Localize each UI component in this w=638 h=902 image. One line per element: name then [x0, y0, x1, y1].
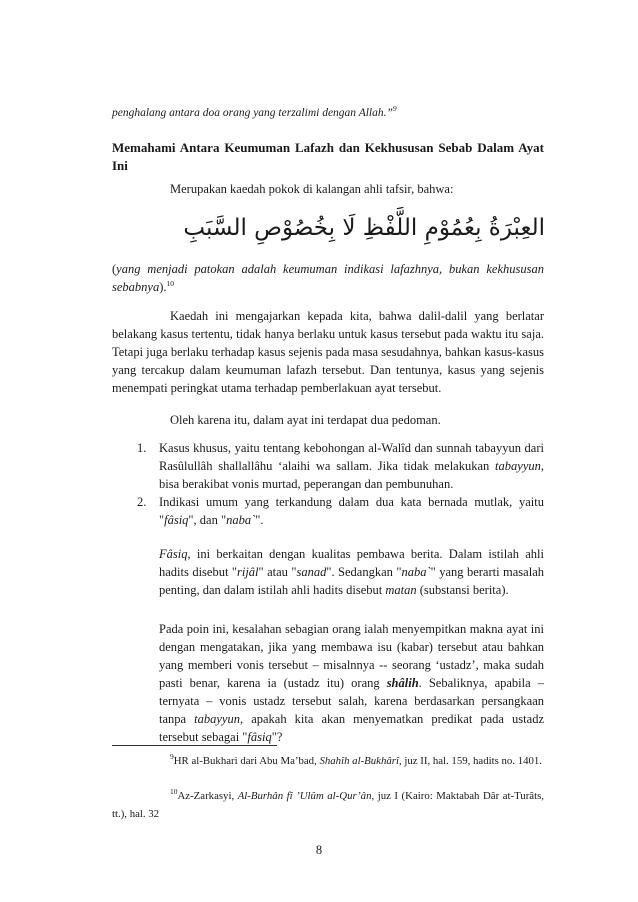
fasiq-text-4: " yang berarti masalah penting, dan dalam istilah ahli hadits disebut	[159, 565, 544, 597]
list-item-2-em-fasiq: fâsiq	[164, 513, 189, 527]
rijal-term: rijâl	[237, 565, 259, 579]
tabayyun-term: tabayyun	[194, 712, 240, 726]
shalih-term: shâlih	[386, 676, 419, 690]
list-item-1-text-b: , bisa berakibat vonis murtad, peperangan dan pembunuhan.	[159, 459, 544, 491]
poin-text-2: . Sebaliknya, apabila – ternyata – vonis ustadz tersebut salah, karena berdasarkan persangkaan tanpa	[159, 676, 544, 726]
list-item-2-text-a: Indikasi umum yang terkandung dalam dua kata bernada mutlak, yaitu "	[159, 495, 544, 527]
footnote-ref-9: 9	[392, 104, 397, 113]
footnote-10-text-2: , juz I (Kairo: Maktabah Dâr at-Turâts, tt.), hal. 32	[112, 790, 544, 820]
list-item	[112, 439, 544, 493]
list-item-2-em-naba: naba`	[226, 513, 256, 527]
poin-text-3: , apakah kita akan menyematkan predikat pada ustadz tersebut sebagai "	[159, 712, 544, 744]
paragraph-fasiq	[159, 545, 544, 599]
translation-close: ).	[159, 280, 167, 294]
footnote-10-text-1: Az-Zarkasyi,	[177, 790, 238, 802]
list-item-1-text-a: Kasus khusus, yaitu tentang kebohongan al-Walîd dan sunnah tabayyun dari Rasûlullâh shallallâhu ‘alaihi wa sallam. Jika tidak melakukan	[159, 441, 544, 473]
intro-sentence: Merupakan kaedah pokok di kalangan ahli tafsir, bahwa:	[170, 182, 454, 196]
footnote-10-number: 10	[170, 787, 178, 796]
fasiq-term: Fâsiq	[159, 547, 188, 561]
list-item-number: 2.	[137, 495, 147, 509]
fasiq-text-3: ". Sedangkan "	[326, 565, 402, 579]
list-item-number: 1.	[137, 441, 147, 455]
paragraph-poin	[159, 620, 544, 746]
intro-line	[112, 104, 544, 122]
translation-paragraph	[112, 260, 544, 296]
list-item-2-text-c: ".	[255, 513, 264, 527]
poin-text-1: Pada poin ini, kesalahan sebagian orang ialah menyempitkan makna ayat ini dengan mengatakan, jika yang membawa isu (kabar) tersebut atau bahkan yang memberi vonis tersebut – misalnnya -- seorang ‘ustadz’, maka sudah pasti benar, karena ia (ustadz itu) orang	[159, 622, 544, 690]
translation-open: (	[112, 262, 117, 276]
poin-text-4: "?	[271, 730, 283, 744]
footnote-10-book-title: Al-Burhân fî ’Ulûm al-Qur’ân	[237, 790, 372, 802]
matan-term: matan	[385, 583, 417, 597]
footnote-9	[112, 752, 544, 770]
list-item-1-em: tabayyun	[495, 459, 541, 473]
sanad-term: sanad	[296, 565, 327, 579]
footnote-9-book-title: Shahîh al-Bukhârî	[319, 755, 399, 767]
fasiq-text-2: " atau "	[258, 565, 297, 579]
fasiq-term-2: fâsiq	[247, 730, 272, 744]
fasiq-text-1: , ini berkaitan dengan kualitas pembawa berita. Dalam istilah ahli hadits disebut "	[159, 547, 544, 579]
footnote-divider	[112, 745, 277, 746]
footnote-9-text-2: , juz II, hal. 159, hadits no. 1401.	[398, 755, 543, 767]
section-heading: Memahami Antara Keumuman Lafazh dan Kekhususan Sebab Dalam Ayat Ini	[112, 140, 544, 173]
translation-text: yang menjadi patokan adalah keumuman indikasi lafazhnya, bukan kekhususan sebabnya	[112, 262, 544, 294]
list-item-text	[159, 493, 544, 529]
list-item-2-text-b: ", dan "	[188, 513, 227, 527]
footnote-ref-10: 10	[166, 279, 175, 288]
fasiq-text-5: (substansi berita).	[416, 583, 509, 597]
page-number: 8	[315, 843, 323, 857]
intro-text: penghalang antara doa orang yang terzalimi dengan Allah.”	[112, 107, 393, 119]
naba-term: naba`	[401, 565, 431, 579]
paragraph-kaedah: Kaedah ini mengajarkan kepada kita, bahwa dalil-dalil yang berlatar belakang kasus tertentu, tidak hanya berlaku untuk kasus tersebut pada waktu itu saja. Tetapi juga berlaku terhadap kasus sejenis pada masa sesudahnya, bahkan kasus-kasus yang tercakup dalam keumuman lafazh tersebut. Dan tentunya, kasus yang sejenis menempati peringkat utama terhadap pemberlakuan ayat tersebut.	[112, 309, 544, 395]
footnote-9-text-1: HR al-Bukhari dari Abu Ma’bad,	[173, 755, 320, 767]
paragraph-dua-pedoman: Oleh karena itu, dalam ayat ini terdapat dua pedoman.	[170, 413, 441, 427]
footnote-9-number: 9	[170, 752, 174, 761]
arabic-maxim: العِبْرَةُ بِعُمُوْمِ اللَّفْظِ لَا بِخُصُوْصِ السَّبَبِ	[183, 215, 545, 241]
footnote-10	[112, 787, 544, 823]
list-item-text	[159, 439, 544, 493]
list-item	[112, 493, 544, 529]
pedoman-list	[112, 439, 544, 529]
